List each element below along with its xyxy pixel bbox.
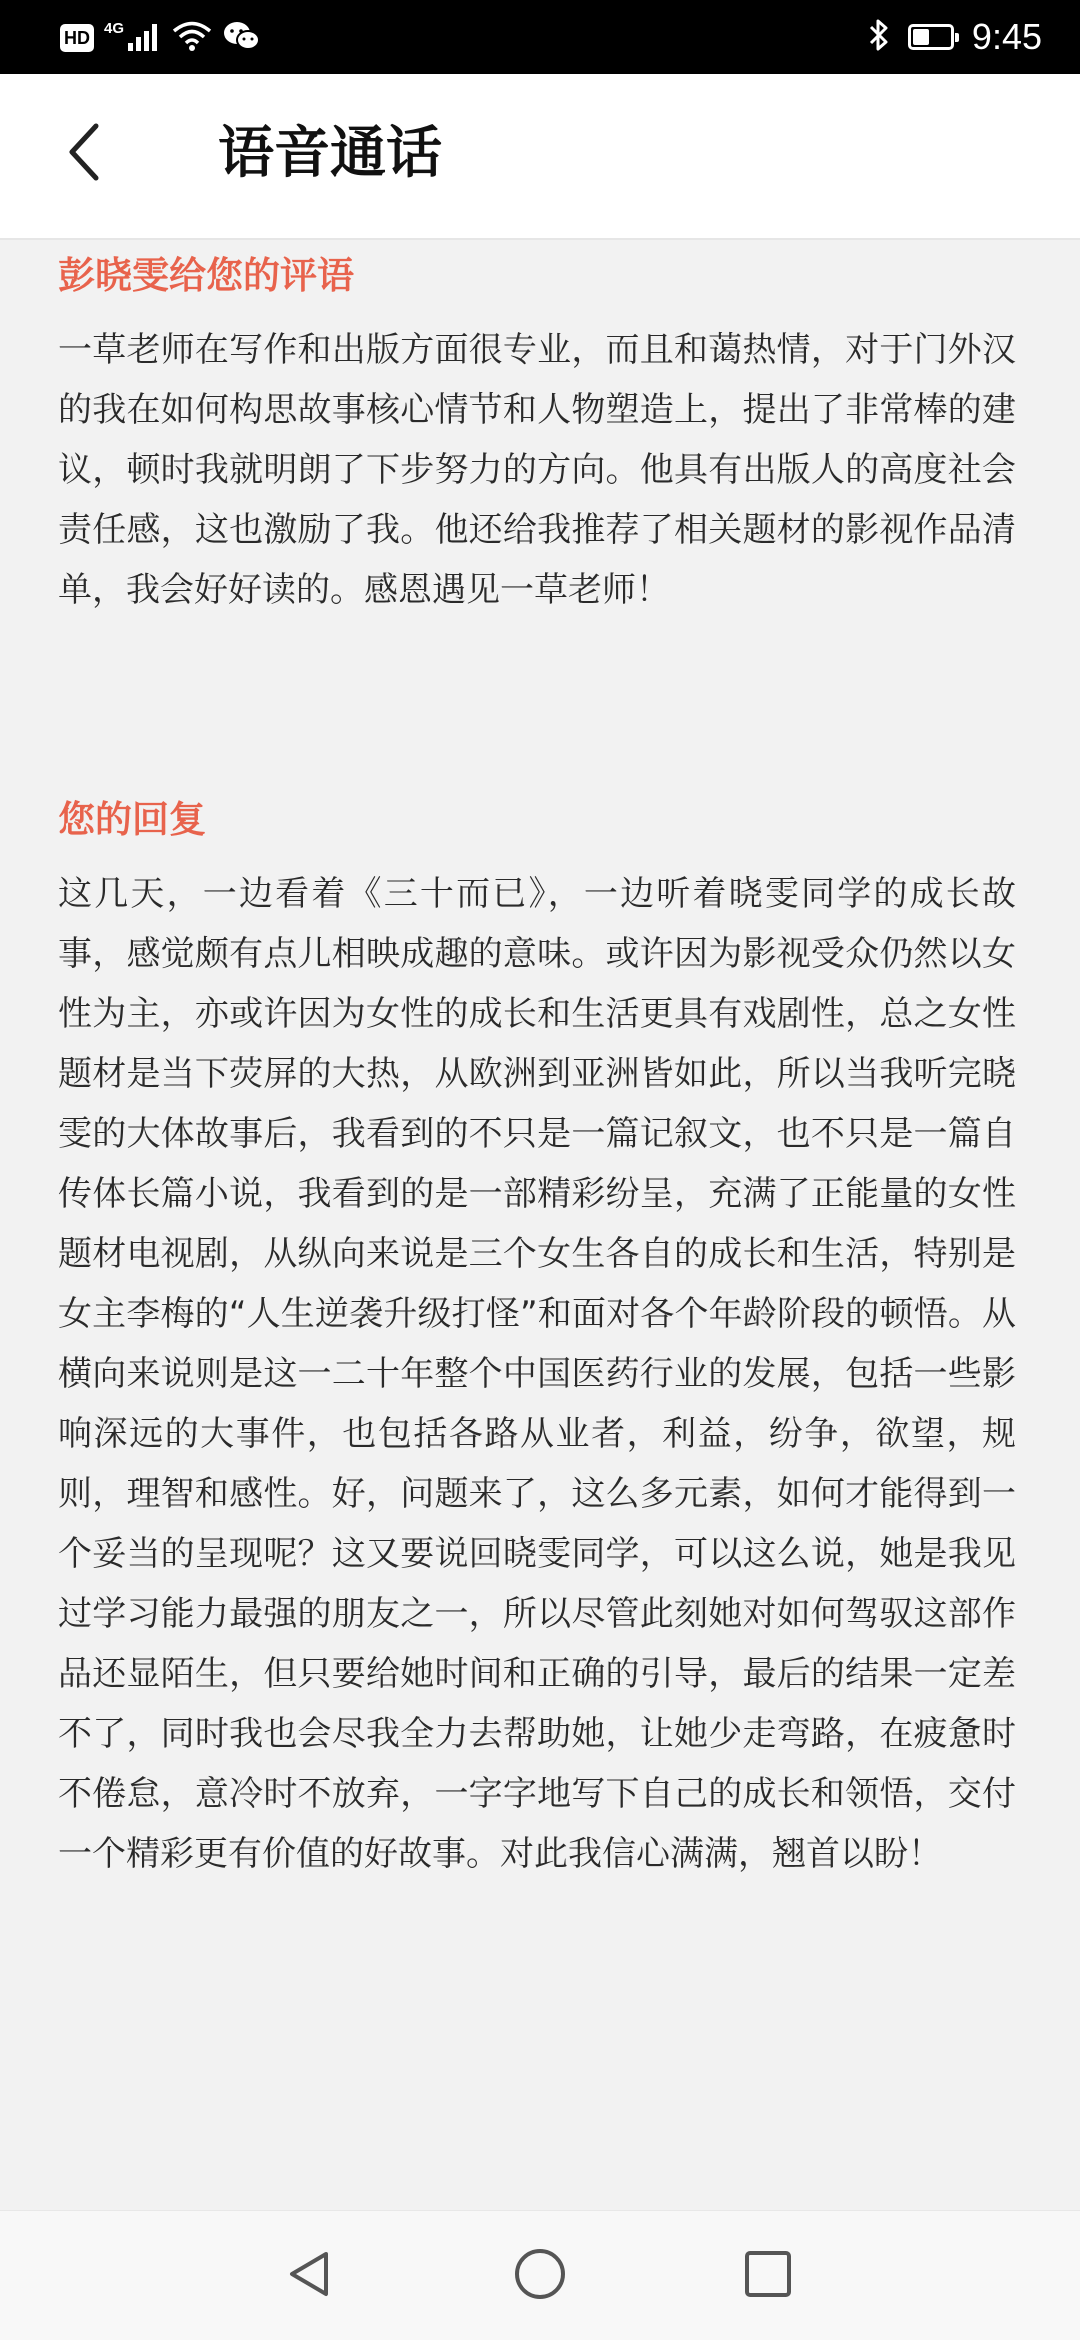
status-time: 9:45 — [971, 16, 1042, 57]
battery-icon — [908, 24, 954, 50]
nav-back-button[interactable] — [270, 2236, 350, 2316]
chevron-left-icon — [64, 120, 104, 188]
status-bar — [0, 0, 1080, 74]
back-button[interactable] — [48, 118, 120, 190]
reply-heading: 您的回复 — [58, 798, 206, 841]
nav-back-icon — [282, 2246, 338, 2306]
review-body: 一草老师在写作和出版方面很专业，而且和蔼热情，对于门外汉的我在如何构思故事核心情节和人物塑造上，提出了非常棒的建议，顿时我就明朗了下步努力的方向。他具有出版人的高度社会责任感，这也激励了我。他还给我推荐了相关题材的影视作品清单，我会好好读的。感恩遇见一草老师！ — [58, 330, 1016, 610]
hd-badge: HD — [60, 24, 94, 52]
network-type-label: 4G — [104, 19, 125, 37]
app-header — [0, 74, 1080, 240]
nav-recent-button[interactable] — [728, 2236, 808, 2316]
nav-recent-icon — [740, 2246, 796, 2306]
system-nav-bar — [0, 2210, 1080, 2340]
bluetooth-icon — [868, 18, 890, 56]
page-title: 语音通话 — [218, 121, 442, 186]
main-content — [58, 240, 1016, 1884]
reply-section — [58, 788, 1016, 1884]
nav-home-icon — [512, 2246, 568, 2306]
status-right-group — [868, 14, 1042, 60]
signal-icon — [128, 21, 162, 55]
nav-home-button[interactable] — [500, 2236, 580, 2316]
battery-level-fill — [913, 29, 929, 45]
wechat-icon — [222, 20, 262, 56]
review-heading: 彭晓雯给您的评语 — [58, 254, 354, 297]
status-left-group — [60, 18, 262, 58]
reply-body: 这几天，一边看着《三十而已》，一边听着晓雯同学的成长故事，感觉颇有点儿相映成趣的意味。或许因为影视受众仍然以女性为主，亦或许因为女性的成长和生活更具有戏剧性，总之女性题材是当下荧屏的大热，从欧洲到亚洲皆如此，所以当我听完晓雯的大体故事后，我看到的不只是一篇记叙文，也不只是一篇自传体长篇小说，我看到的是一部精彩纷呈，充满了正能量的女性题材电视剧，从纵向来说是三个女生各自的成长和生活，特别是女主李梅的“人生逆袭升级打怪”和面对各个年龄阶段的顿悟。从横向来说则是这一二十年整个中国医药行业的发展，包括一些影响深远的大事件，也包括各路从业者，利益，纷争，欲望，规则，理智和感性。好，问题来了，这么多元素，如何才能得到一个妥当的呈现呢？这又要说回晓雯同学，可以这么说，她是我见过学习能力最强的朋友之一，所以尽管此刻她对如何驾驭这部作品还显陌生，但只要给她时间和正确的引导，最后的结果一定差不了，同时我也会尽我全力去帮助她，让她少走弯路，在疲惫时不倦怠，意冷时不放弃，一字字地写下自己的成长和领悟，交付一个精彩更有价值的好故事。对此我信心满满，翘首以盼！ — [58, 874, 1016, 1874]
review-section — [58, 240, 1016, 620]
wifi-icon — [172, 20, 212, 56]
